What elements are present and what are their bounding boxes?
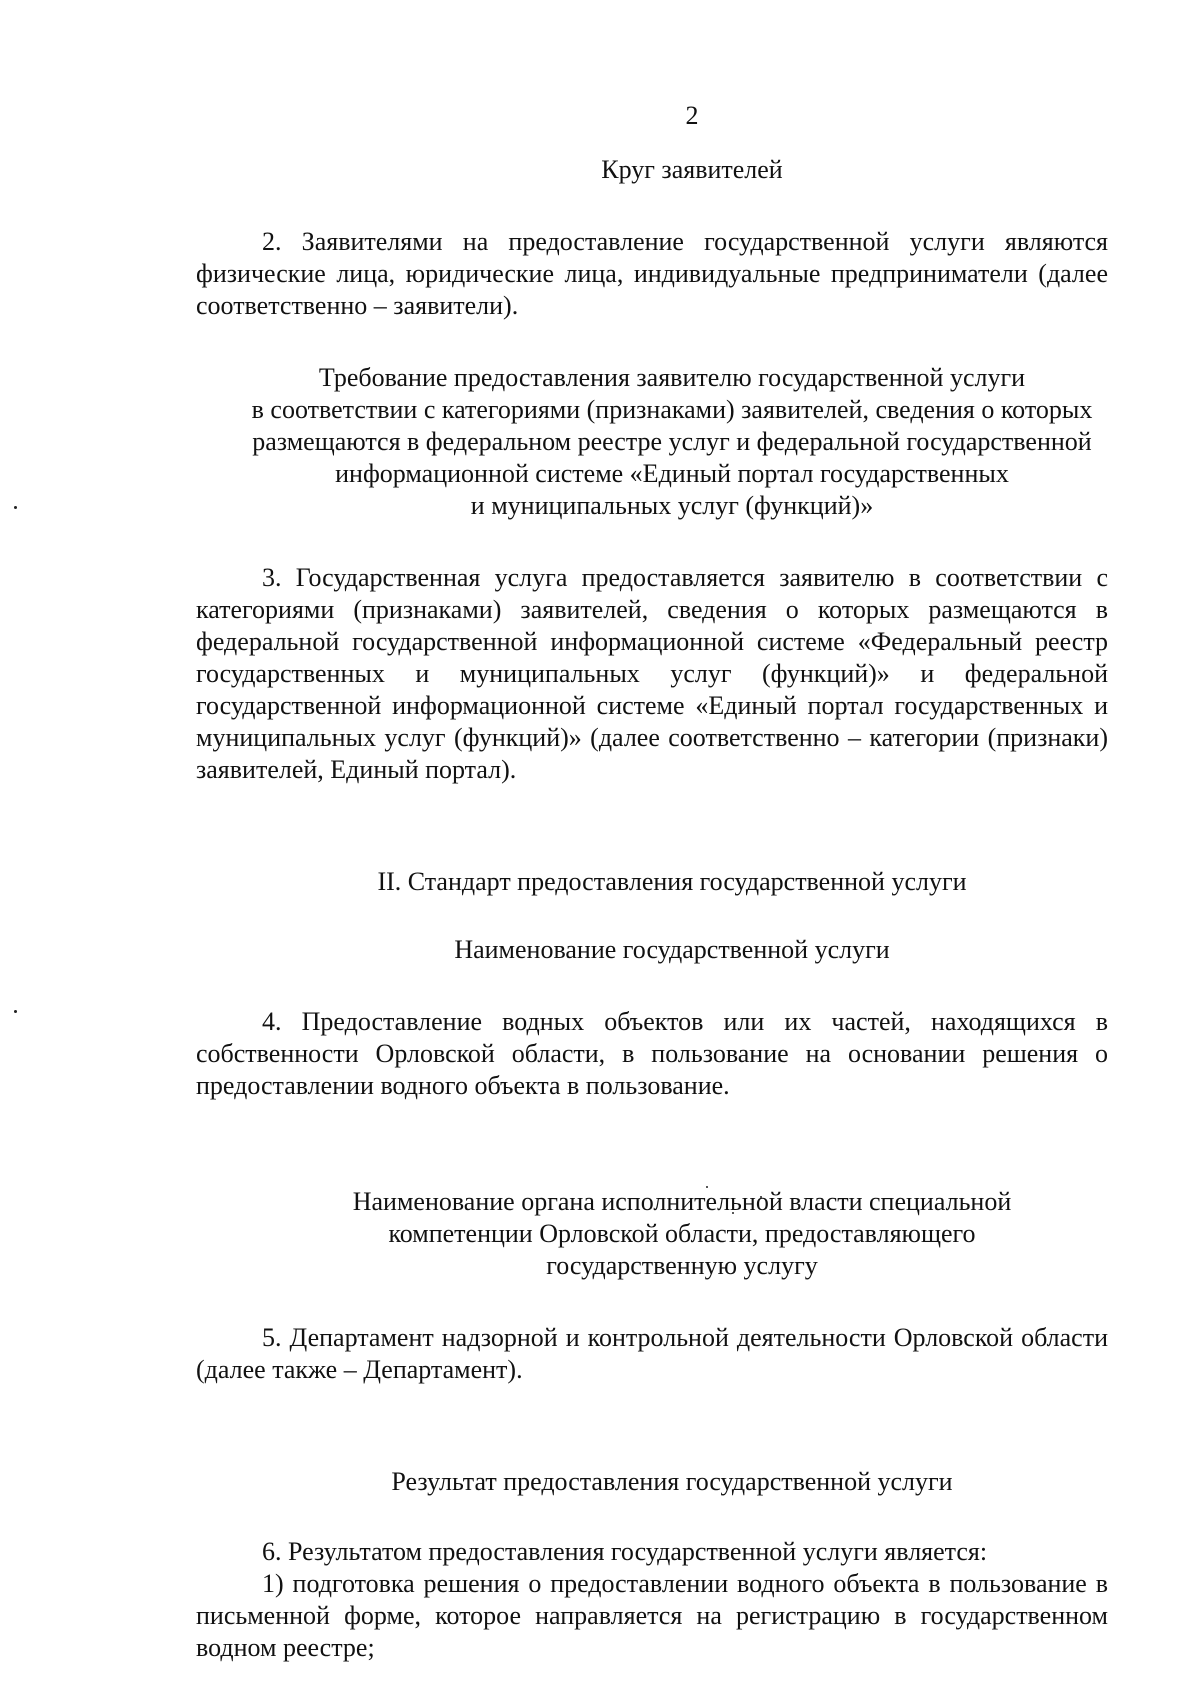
section-heading-authority [196,1186,1108,1282]
paragraph-6: 6. Результатом предоставления государственной услуги является: [262,1537,988,1566]
scan-speck [14,506,17,509]
heading-line: и муниципальных услуг (функций)» [470,491,874,520]
paragraph-5: 5. Департамент надзорной и контрольной деятельности Орловской области (далее также – Департамент). [196,1323,1108,1384]
paragraph-3: 3. Государственная услуга предоставляется заявителю в соответствии с категориями (признаками) заявителей, сведения о которых размещаются в федеральной государственной информационной системе «Федеральный реестр государственных и муниципальных услуг (функций)» и федеральной государственной информационной системе «Единый портал государственных и муниципальных услуг (функций)» (далее соответственно – категории (признаки) заявителей, Единый портал). [196,563,1108,784]
heading-line: Наименование органа исполнительной власти специальной [352,1187,1012,1216]
scan-speck [14,1010,17,1013]
heading-line: в соответствии с категориями (признаками) заявителей, сведения о которых [251,395,1093,424]
heading-line: информационной системе «Единый портал государственных [335,459,1009,488]
document-body [196,100,1108,1664]
section-heading-service-name: Наименование государственной услуги [454,935,890,964]
heading-line: размещаются в федеральном реестре услуг и федеральной государственной [252,427,1092,456]
section-heading-requirement [196,362,1108,522]
section-heading-applicants: Круг заявителей [601,155,783,184]
paragraph-2: 2. Заявителями на предоставление государственной услуги являются физические лица, юридические лица, индивидуальные предприниматели (далее соответственно – заявители). [196,227,1108,320]
page-number: 2 [685,101,699,130]
heading-line: государственную услугу [546,1251,818,1280]
paragraph-6-item-1: 1) подготовка решения о предоставлении водного объекта в пользование в письменной форме, которое направляется на регистрацию в государственном водном реестре; [196,1569,1108,1662]
heading-line: компетенции Орловской области, предоставляющего [388,1219,976,1248]
section-heading-result: Результат предоставления государственной услуги [391,1467,953,1496]
heading-line: Требование предоставления заявителю государственной услуги [318,363,1026,392]
chapter-heading-standard: II. Стандарт предоставления государственной услуги [377,867,967,896]
paragraph-4: 4. Предоставление водных объектов или их частей, находящихся в собственности Орловской области, в пользование на основании решения о предоставлении водного объекта в пользование. [196,1007,1108,1100]
